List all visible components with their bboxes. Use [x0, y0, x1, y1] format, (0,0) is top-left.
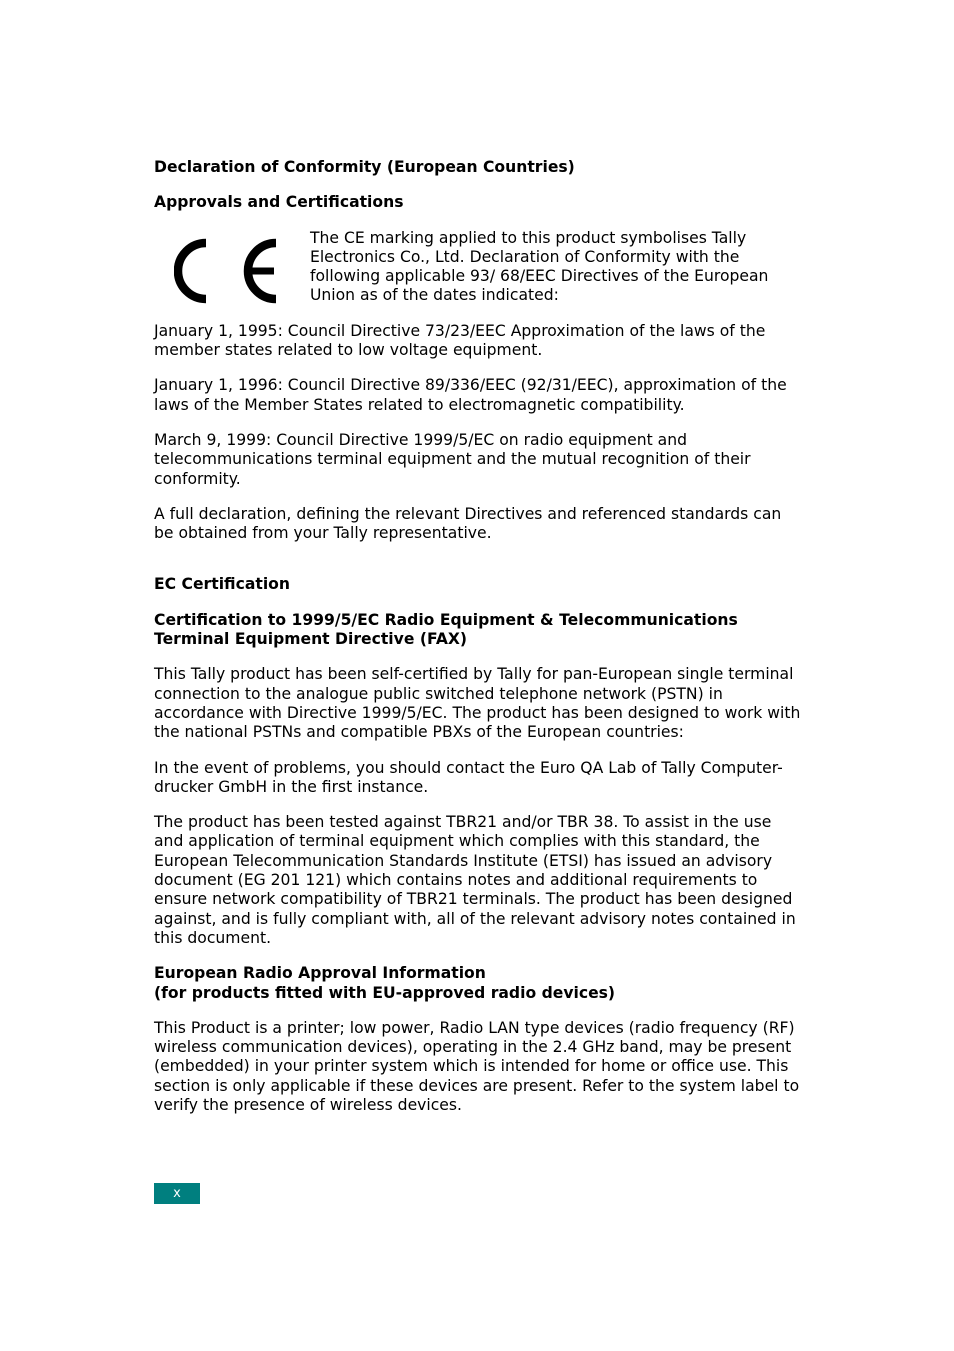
- heading-radio-line1: European Radio Approval Information: [154, 964, 486, 983]
- page-number-tab: [154, 1183, 200, 1204]
- heading-radio: [154, 964, 802, 1003]
- document-page: [154, 158, 802, 1115]
- directive-1996: January 1, 1996: Council Directive 89/336/EEC (92/31/EEC), approximation of the laws of the Member States related to electromagnetic compatibility.: [154, 376, 787, 414]
- para-self-certified: This Tally product has been self-certified by Tally for pan-European single terminal connection to the analogue public switched telephone network (PSTN) in accordance with Directive 1999/5/EC. The product has been designed to work with the national PSTNs and compatible PBXs of the European countries:: [154, 665, 801, 742]
- ce-intro: The CE marking applied to this product symbolises Tally Electronics Co., Ltd. Declaration of Conformity with the following applicable 93/ 68/EEC Directives of the European Union as of the dates indicated:: [310, 228, 769, 305]
- para-tested: The product has been tested against TBR21 and/or TBR 38. To assist in the use and application of terminal equipment which complies with this standard, the European Telecommunication Standards Institute (ETSI) has issued an advisory document (EG 201 121) which contains notes and additional requirements to ensure network compatibility of TBR21 terminals. The product has been designed against, and is fully compliant with, all of the relevant advisory notes contained in this document.: [154, 813, 796, 947]
- heading-cert-line2: Terminal Equipment Directive (FAX): [154, 630, 468, 649]
- heading-ec: EC Certification: [154, 575, 290, 594]
- full-declaration: A full declaration, defining the relevant Directives and referenced standards can be obtained from your Tally representative.: [154, 504, 782, 543]
- heading-declaration: Declaration of Conformity (European Countries): [154, 158, 575, 176]
- directive-1999: March 9, 1999: Council Directive 1999/5/EC on radio equipment and telecommunications terminal equipment and the mutual recognition of their conformity.: [154, 430, 751, 488]
- heading-cert: [154, 611, 802, 650]
- heading-approvals: Approvals and Certifications: [154, 193, 404, 212]
- para-problems: In the event of problems, you should contact the Euro QA Lab of Tally Computer-drucker GmbH in the first instance.: [154, 758, 783, 796]
- para-radio: This Product is a printer; low power, Radio LAN type devices (radio frequency (RF) wireless communication devices), operating in the 2.4 GHz band, may be present (embedded) in your printer system which is intended for home or office use. This section is only applicable if these devices are present. Refer to the system label to verify the presence of wireless devices.: [154, 1018, 800, 1114]
- directive-1995: January 1, 1995: Council Directive 73/23/EEC Approximation of the laws of the member states related to low voltage equipment.: [154, 321, 766, 360]
- ce-block: [154, 229, 802, 361]
- ce-mark-logo: [174, 235, 286, 307]
- heading-radio-line2: (for products fitted with EU-approved radio devices): [154, 983, 616, 1002]
- heading-cert-line1: Certification to 1999/5/EC Radio Equipment & Telecommunications: [154, 610, 738, 629]
- page-number: x: [173, 1186, 181, 1201]
